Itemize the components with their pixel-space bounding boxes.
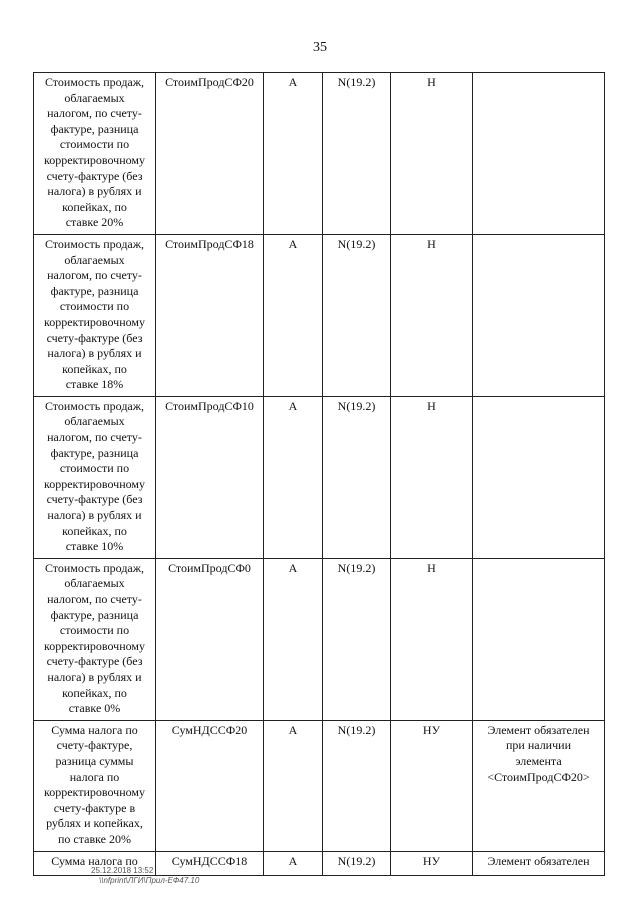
element-format-cell: N(19.2) <box>323 234 391 396</box>
element-code-cell: СтоимПродСФ10 <box>156 396 264 558</box>
element-code-cell: СумНДССФ18 <box>156 851 264 875</box>
element-spec-table <box>33 72 605 876</box>
element-requirement-cell: Н <box>391 73 473 235</box>
element-requirement-cell: Н <box>391 234 473 396</box>
element-type-cell: А <box>264 851 323 875</box>
table-row <box>34 396 605 558</box>
page-number: 35 <box>313 40 327 55</box>
element-format-cell: N(19.2) <box>323 558 391 720</box>
table-row <box>34 234 605 396</box>
element-type-cell: А <box>264 396 323 558</box>
element-type-cell: А <box>264 234 323 396</box>
element-code-cell: СумНДССФ20 <box>156 720 264 851</box>
file-path: \\nfprint\ЛГИ\Прил-ЕФ47.10 <box>99 876 200 885</box>
print-timestamp: 25.12.2018 13:52 <box>91 866 154 875</box>
element-requirement-cell: НУ <box>391 720 473 851</box>
print-footer <box>91 866 199 886</box>
element-name-cell: Сумма налога по <box>34 851 156 875</box>
element-type-cell: А <box>264 73 323 235</box>
element-format-cell: N(19.2) <box>323 851 391 875</box>
element-code-cell: СтоимПродСФ0 <box>156 558 264 720</box>
element-note-cell <box>473 558 605 720</box>
element-note-cell <box>473 234 605 396</box>
table-row <box>34 720 605 851</box>
element-requirement-cell: Н <box>391 558 473 720</box>
table-row <box>34 558 605 720</box>
element-note-cell: Элемент обязателен <box>473 851 605 875</box>
element-type-cell: А <box>264 720 323 851</box>
element-format-cell: N(19.2) <box>323 720 391 851</box>
element-name-cell: Сумма налога по счету-фактуре, разница суммы налога по корректировочному счету-фактуре в рублях и копейках, по ставке 20% <box>34 720 156 851</box>
element-name-cell: Стоимость продаж, облагаемых налогом, по счету- фактуре, разница стоимости по корректировочному счету-фактуре (без налога) в рублях и копейках, по ставке 10% <box>34 396 156 558</box>
element-format-cell: N(19.2) <box>323 73 391 235</box>
element-requirement-cell: НУ <box>391 851 473 875</box>
element-code-cell: СтоимПродСФ20 <box>156 73 264 235</box>
element-note-cell <box>473 73 605 235</box>
table-row <box>34 73 605 235</box>
element-name-cell: Стоимость продаж, облагаемых налогом, по счету- фактуре, разница стоимости по корректировочному счету-фактуре (без налога) в рублях и копейках, по ставке 0% <box>34 558 156 720</box>
element-code-cell: СтоимПродСФ18 <box>156 234 264 396</box>
element-note-cell: Элемент обязателен при наличии элемента <СтоимПродСФ20> <box>473 720 605 851</box>
element-format-cell: N(19.2) <box>323 396 391 558</box>
element-note-cell <box>473 396 605 558</box>
element-name-cell: Стоимость продаж, облагаемых налогом, по счету- фактуре, разница стоимости по корректировочному счету-фактуре (без налога) в рублях и копейках, по ставке 20% <box>34 73 156 235</box>
element-name-cell: Стоимость продаж, облагаемых налогом, по счету- фактуре, разница стоимости по корректировочному счету-фактуре (без налога) в рублях и копейках, по ставке 18% <box>34 234 156 396</box>
element-requirement-cell: Н <box>391 396 473 558</box>
element-type-cell: А <box>264 558 323 720</box>
